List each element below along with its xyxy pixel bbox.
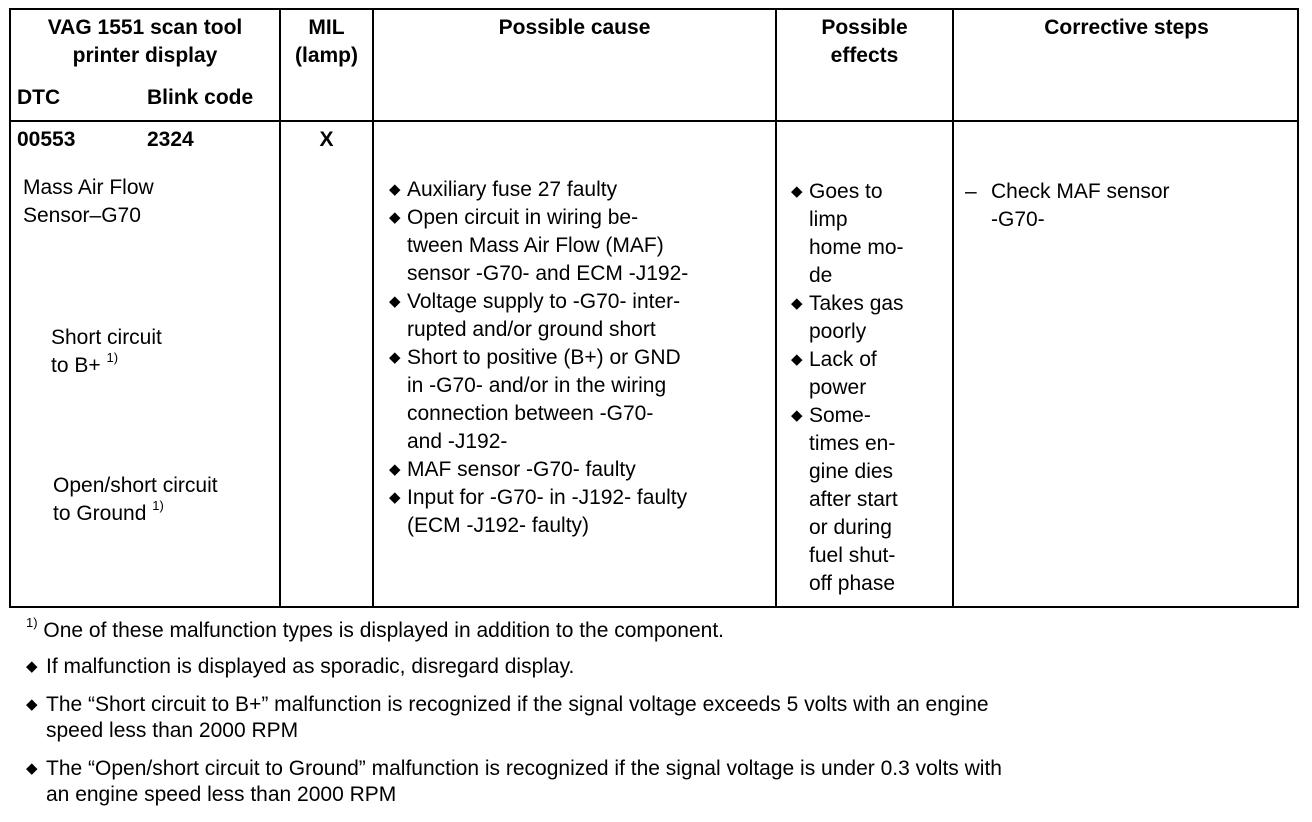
header-mil: MIL (lamp) [295,16,358,67]
bullet-icon: ◆ [791,295,803,312]
bullet-icon: ◆ [791,351,803,368]
header-blink-code: Blink code [147,86,254,109]
component-name: Mass Air Flow Sensor–G70 [23,176,154,227]
bullet-icon: ◆ [791,183,803,200]
note-short-circuit: ◆ The “Short circuit to B+” malfunction is recognized if the signal voltage exceeds 5 volts with an engine speed less than 2000 RPM [26,693,989,742]
bullet-icon: ◆ [389,209,401,226]
bullet-icon: ◆ [389,181,401,198]
bullet-icon: ◆ [389,349,401,366]
header-possible-cause: Possible cause [498,16,651,39]
column-divider [372,10,374,606]
cause-item: ◆ MAF sensor -G70- faulty [389,456,688,484]
header-divider [11,120,1297,122]
column-divider [952,10,954,606]
effect-item: ◆ Goes to limp home mo- de [791,180,904,287]
effect-item: ◆ Some- times en- gine dies after start or during fuel shut- off phase [791,404,898,595]
effect-item: ◆ Takes gas poorly [791,292,904,343]
footnote: $^{1)}$ One of these malfunction types is displayed in addition to the component. [26,615,724,642]
possible-effects-list [791,178,904,598]
blink-code: 2324 [147,128,194,151]
bullet-icon: ◆ [389,461,401,478]
note-open-short-circuit: ◆ The “Open/short circuit to Ground” malfunction is recognized if the signal voltage is under 0.3 volts with an engine speed less than 2000 RPM [26,757,1002,806]
cause-item: ◆ Voltage supply to -G70- inter- rupted and/or ground short [389,290,681,341]
bullet-icon: ◆ [389,293,401,310]
cause-item: ◆ Open circuit in wiring be- tween Mass Air Flow (MAF) sensor -G70- and ECM -J192- [389,206,689,285]
fault-short-to-b-plus: Short circuit to B+ $^{1)}$ [51,326,162,377]
cause-item: ◆ Input for -G70- in -J192- faulty (ECM -J192- faulty) [389,486,688,537]
effect-item: ◆ Lack of power [791,348,877,399]
corrective-steps-list [965,178,1170,234]
bullet-icon: ◆ [26,760,38,777]
corrective-item: – Check MAF sensor -G70- [965,180,1170,231]
bullet-icon: ◆ [389,489,401,506]
dtc-code: 00553 [17,128,76,151]
dtc-table [9,8,1299,608]
fault-open-short-to-ground: Open/short circuit to Ground $^{1)}$ [53,474,218,525]
note-sporadic: ◆ If malfunction is displayed as sporadic, disregard display. [26,655,575,678]
dash-icon: – [965,180,977,203]
bullet-icon: ◆ [26,696,38,713]
notes-section [26,615,1296,820]
bullet-icon: ◆ [791,407,803,424]
cause-item: ◆ Auxiliary fuse 27 faulty [389,176,688,204]
header-possible-effects: Possible effects [821,16,908,67]
mil-mark: X [319,128,334,151]
header-corrective-steps: Corrective steps [1044,16,1209,39]
possible-causes-list [389,176,688,540]
header-dtc: DTC [17,86,61,109]
cause-item: ◆ Short to positive (B+) or GND in -G70- and/or in the wiring connection between -G70- and -J192- [389,346,681,453]
bullet-icon: ◆ [26,658,38,675]
header-scan-tool: VAG 1551 scan tool printer display [47,16,243,67]
column-divider [775,10,777,606]
column-divider [279,10,281,606]
